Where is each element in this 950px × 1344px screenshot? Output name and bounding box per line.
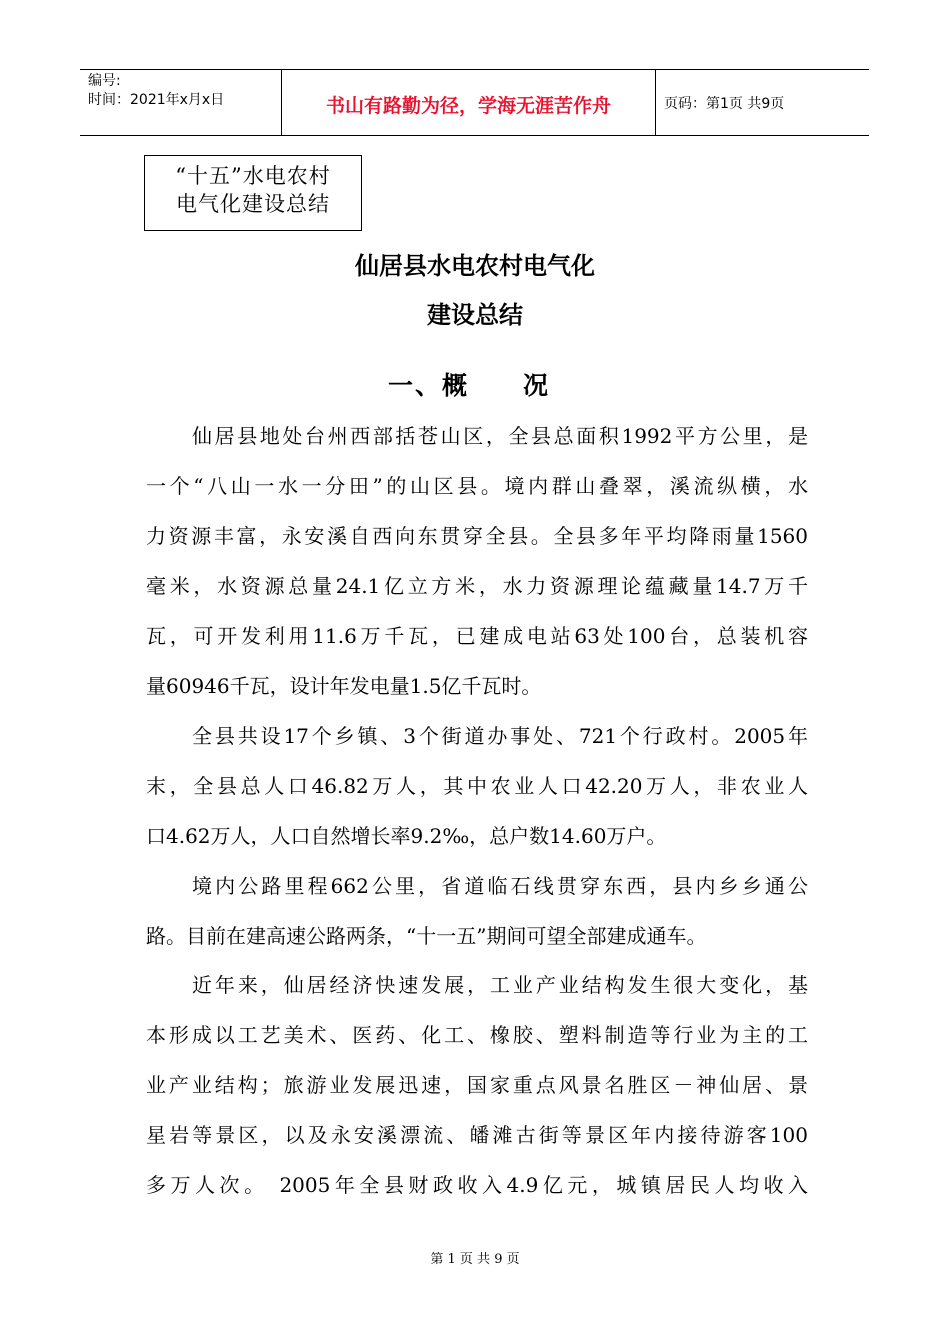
header-motto: 书山有路勤为径，学海无涯苦作舟 bbox=[325, 95, 611, 117]
paragraph-line: 口4.62万人，人口自然增长率9.2‰，总户数14.60万户。 bbox=[146, 824, 667, 848]
page-number-label: 页码：第1页 共9页 bbox=[664, 96, 785, 112]
boxed-title-line1: “十五”水电农村 bbox=[175, 164, 331, 188]
page-footer: 第 1 页 共 9 页 bbox=[430, 1252, 520, 1267]
paragraph-line: 路。目前在建高速公路两条，“十一五”期间可望全部建成通车。 bbox=[146, 924, 707, 948]
header-bottom-rule bbox=[80, 135, 869, 136]
paragraph-1 bbox=[146, 411, 808, 711]
paragraph-3 bbox=[146, 861, 808, 961]
boxed-title-line2: 电气化建设总结 bbox=[176, 192, 330, 216]
paragraph-line: 瓦，可开发利用11.6万千瓦，已建成电站63处100台，总装机容 bbox=[146, 624, 808, 648]
paragraph-2 bbox=[146, 711, 808, 861]
header-divider-right bbox=[655, 69, 656, 135]
paragraph-line: 毫米，水资源总量24.1亿立方米，水力资源理论蕴藏量14.7万千 bbox=[146, 574, 808, 598]
paragraph-line: 近年来，仙居经济快速发展，工业产业结构发生很大变化，基 bbox=[192, 973, 808, 997]
paragraph-line: 境内公路里程662公里，省道临石线贯穿东西，县内乡乡通公 bbox=[192, 874, 808, 898]
paragraph-line: 末，全县总人口46.82万人，其中农业人口42.20万人，非农业人 bbox=[146, 774, 808, 798]
paragraph-line: 业产业结构；旅游业发展迅速，国家重点风景名胜区－神仙居、景 bbox=[146, 1073, 808, 1097]
doc-time-label: 时间：2021年x月x日 bbox=[88, 92, 225, 108]
paragraph-4 bbox=[146, 960, 808, 1210]
doc-title-line1: 仙居县水电农村电气化 bbox=[355, 251, 595, 280]
paragraph-line: 仙居县地处台州西部括苍山区，全县总面积1992平方公里，是 bbox=[192, 424, 808, 448]
header-top-rule bbox=[80, 69, 869, 70]
paragraph-line: 量60946千瓦，设计年发电量1.5亿千瓦时。 bbox=[146, 674, 542, 698]
paragraph-line: 多万人次。 2005年全县财政收入4.9亿元，城镇居民人均收入 bbox=[146, 1173, 808, 1197]
paragraph-line: 力资源丰富，永安溪自西向东贯穿全县。全县多年平均降雨量1560 bbox=[146, 524, 808, 548]
paragraph-line: 一个“八山一水一分田”的山区县。境内群山叠翠，溪流纵横，水 bbox=[146, 474, 808, 498]
paragraph-line: 全县共设17个乡镇、3个街道办事处、721个行政村。2005年 bbox=[192, 724, 808, 748]
paragraph-line: 本形成以工艺美术、医药、化工、橡胶、塑料制造等行业为主的工 bbox=[146, 1023, 808, 1047]
section-heading: 一、概 况 bbox=[388, 371, 551, 400]
doc-code-label: 编号: bbox=[88, 73, 121, 89]
paragraph-line: 星岩等景区，以及永安溪漂流、皤滩古街等景区年内接待游客100 bbox=[146, 1123, 808, 1147]
doc-title-line2: 建设总结 bbox=[427, 300, 523, 329]
boxed-title bbox=[144, 155, 362, 231]
